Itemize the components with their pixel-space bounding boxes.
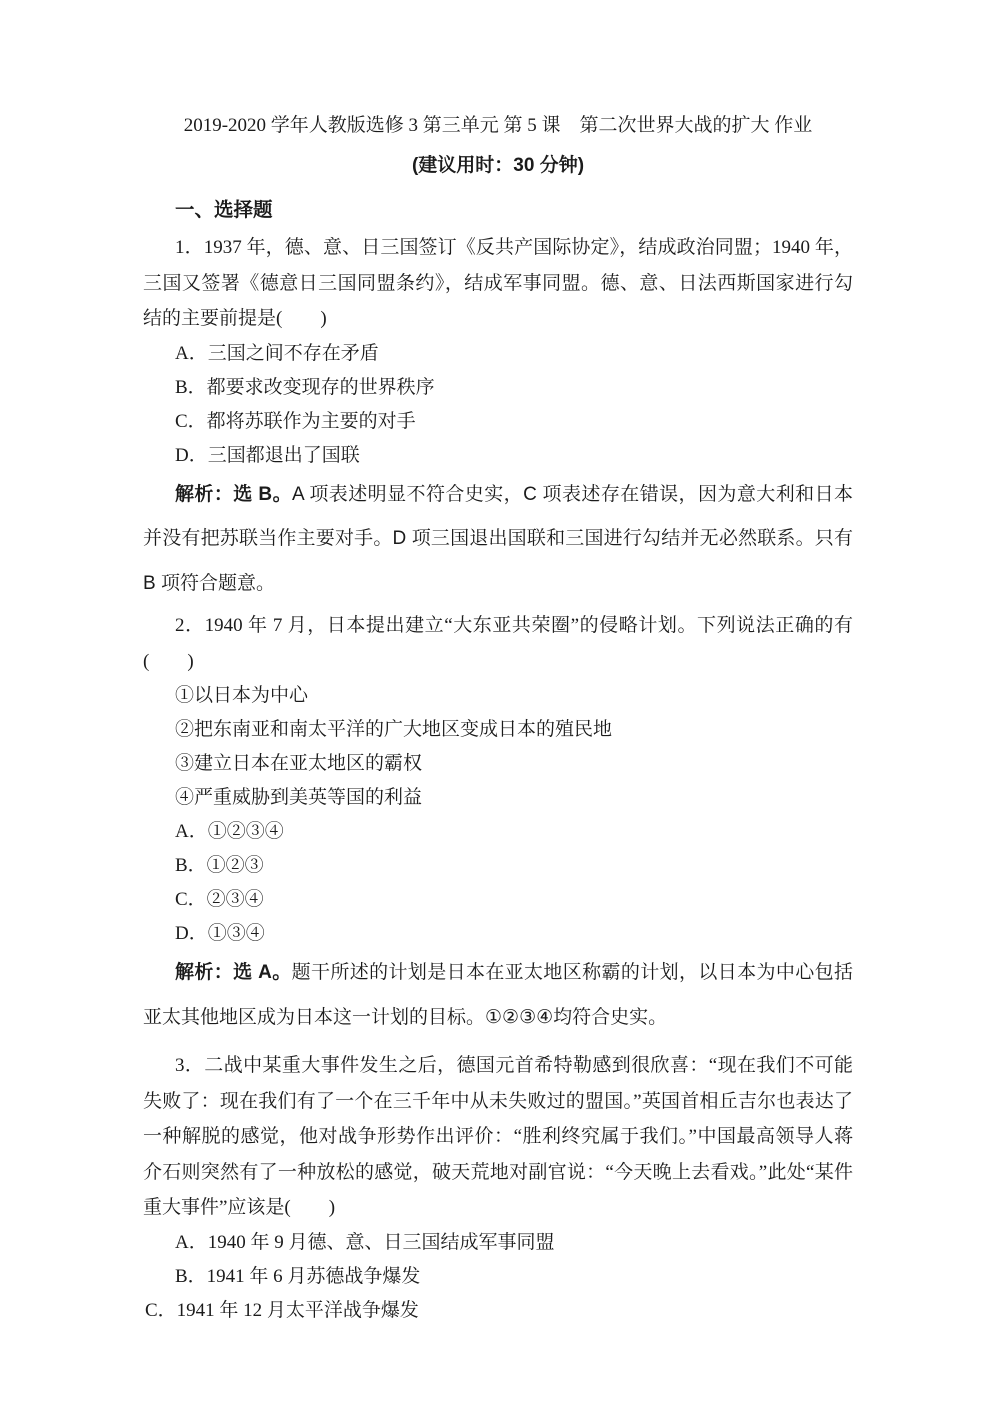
question-2-subitem-2: ②把东南亚和南太平洋的广大地区变成日本的殖民地 [175,719,613,740]
question-2-stem: 2．1940 年 7 月，日本提出建立“大东亚共荣圈”的侵略计划。下列说法正确的有( ) [143,615,853,672]
question-2-subitem-4: ④严重威胁到美英等国的利益 [175,787,423,808]
question-1-stem: 1．1937 年，德、意、日三国签订《反共产国际协定》，结成政治同盟；1940 年，三国又签署《德意日三国同盟条约》，结成军事同盟。德、意、日法西斯国家进行勾结的主要前提是( ) [143,237,853,329]
question-3-option-a: A．1940 年 9 月德、意、日三国结成军事同盟 [175,1231,555,1253]
question-1-option-c: C．都将苏联作为主要的对手 [175,410,416,432]
doc-subtitle: (建议用时：30 分钟) [411,155,585,176]
analysis-lead: 解析：选 A。 [175,962,292,983]
question-2 [143,608,853,1040]
question-2-option-a: A．①②③④ [175,821,284,842]
question-2-option-c: C．②③④ [175,889,264,910]
question-3-stem: 3．二战中某重大事件发生之后，德国元首希特勒感到很欣喜：“现在我们不可能失败了：现在我们有了一个在三千年中从未失败过的盟国。”英国首相丘吉尔也表达了一种解脱的感觉，他对战争形势作出评价：“胜利终究属于我们。”中国最高领导人蒋介石则突然有了一种放松的感觉，破天荒地对副官说：“今天晚上去看戏。”此处“某件重大事件”应该是( ) [143,1055,853,1218]
question-2-option-b: B．①②③ [175,855,264,876]
question-2-option-d: D．①③④ [175,923,265,944]
analysis-lead: 解析：选 B。 [175,483,293,505]
question-2-analysis [143,951,853,1040]
question-2-subitem-1: ①以日本为中心 [175,685,309,706]
analysis-body: A 项表述明显不符合史实，C 项表述存在错误，因为意大利和日本并没有把苏联当作主要对手。D 项三国退出国联和三国进行勾结并无必然联系。只有 B 项符合题意。 [143,483,853,594]
section-heading: 一、选择题 [175,199,273,221]
question-1-option-a: A．三国之间不存在矛盾 [175,342,379,364]
question-1-option-d: D．三国都退出了国联 [175,444,360,466]
question-2-subitem-3: ③建立日本在亚太地区的霸权 [175,753,423,774]
question-3 [143,1048,853,1328]
question-3-option-c: C．1941 年 12 月太平洋战争爆发 [145,1299,419,1321]
question-3-option-b: B．1941 年 6 月苏德战争爆发 [175,1265,421,1287]
question-1 [143,230,853,606]
analysis-body: 题干所述的计划是日本在亚太地区称霸的计划，以日本为中心包括亚太其他地区成为日本这一计划的目标。①②③④均符合史实。 [143,962,853,1028]
question-1-option-b: B．都要求改变现存的世界秩序 [175,376,435,398]
doc-title: 2019-2020 学年人教版选修 3 第三单元 第 5 课 第二次世界大战的扩大 作业 [183,115,813,136]
question-1-analysis [143,473,853,607]
